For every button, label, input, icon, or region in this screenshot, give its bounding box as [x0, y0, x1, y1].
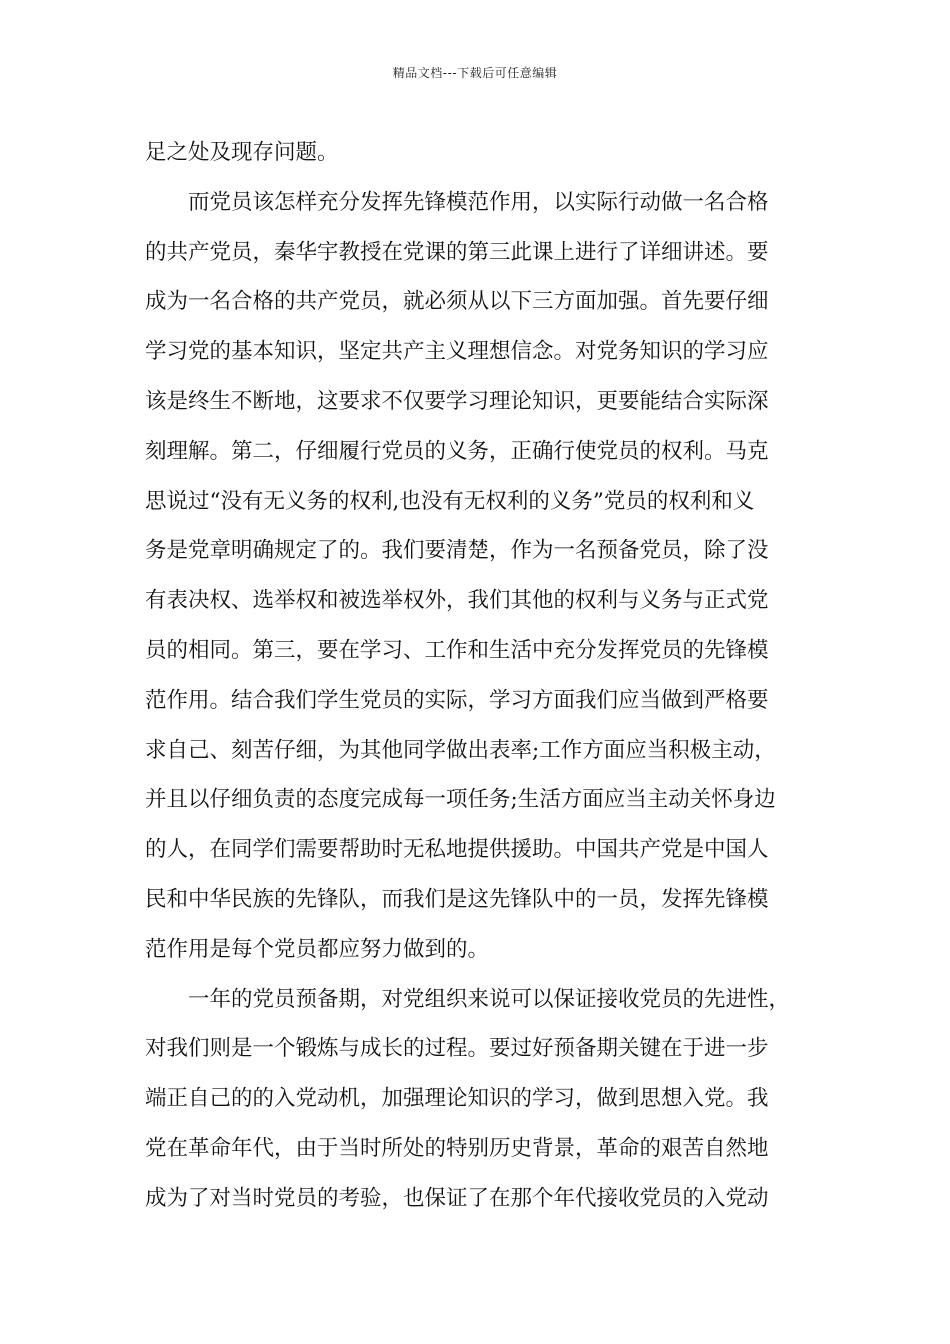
text-line: 员的相同。第三，要在学习、工作和生活中充分发挥党员的先锋模 [145, 637, 769, 663]
text-line: 学习党的基本知识，坚定共产主义理想信念。对党务知识的学习应 [145, 339, 769, 365]
text-line: 刻理解。第二，仔细履行党员的义务，正确行使党员的权利。马克 [145, 438, 769, 464]
text-line: 端正自己的的入党动机，加强理论知识的学习，做到思想入党。我 [145, 1086, 769, 1112]
text-line: 成为了对当时党员的考验，也保证了在那个年代接收党员的入党动 [145, 1185, 769, 1211]
text-line: 范作用。结合我们学生党员的实际，学习方面我们应当做到严格要 [145, 687, 769, 713]
text-line: 足之处及现存问题。 [145, 140, 339, 165]
text-line: 党在革命年代，由于当时所处的特别历史背景，革命的艰苦自然地 [145, 1135, 769, 1161]
body-text [145, 128, 825, 1224]
text-line: 的共产党员，秦华宇教授在党课的第三此课上进行了详细讲述。要 [145, 239, 769, 265]
text-line: 求自己、刻苦仔细，为其他同学做出表率;工作方面应当积极主动， [145, 737, 776, 763]
text-line: 有表决权、选举权和被选举权外，我们其他的权利与义务与正式党 [145, 588, 769, 614]
text-line: 该是终生不断地，这要求不仅要学习理论知识，更要能结合实际深 [145, 388, 769, 414]
text-line: 的人，在同学们需要帮助时无私地提供援助。中国共产党是中国人 [145, 837, 769, 863]
text-line: 对我们则是一个锻炼与成长的过程。要过好预备期关键在于进一步 [145, 1036, 769, 1062]
text-line: 并且以仔细负责的态度完成每一项任务;生活方面应当主动关怀身边 [145, 787, 776, 813]
text-line: 思说过“没有无义务的权利,也没有无权利的义务”党员的权利和义 [145, 488, 755, 514]
text-line: 成为一名合格的共产党员，就必须从以下三方面加强。首先要仔细 [145, 289, 769, 315]
text-line: 务是党章明确规定了的。我们要清楚，作为一名预备党员，除了没 [145, 538, 769, 564]
text-line: 范作用是每个党员都应努力做到的。 [145, 936, 490, 962]
paragraph-start-line: 一年的党员预备期，对党组织来说可以保证接收党员的先进性， [188, 986, 791, 1012]
page-header: 精品文档---下载后可任意编辑 [392, 66, 558, 80]
paragraph-start-line: 而党员该怎样充分发挥先锋模范作用，以实际行动做一名合格 [188, 189, 769, 215]
text-line: 民和中华民族的先锋队，而我们是这先锋队中的一员，发挥先锋模 [145, 886, 769, 912]
